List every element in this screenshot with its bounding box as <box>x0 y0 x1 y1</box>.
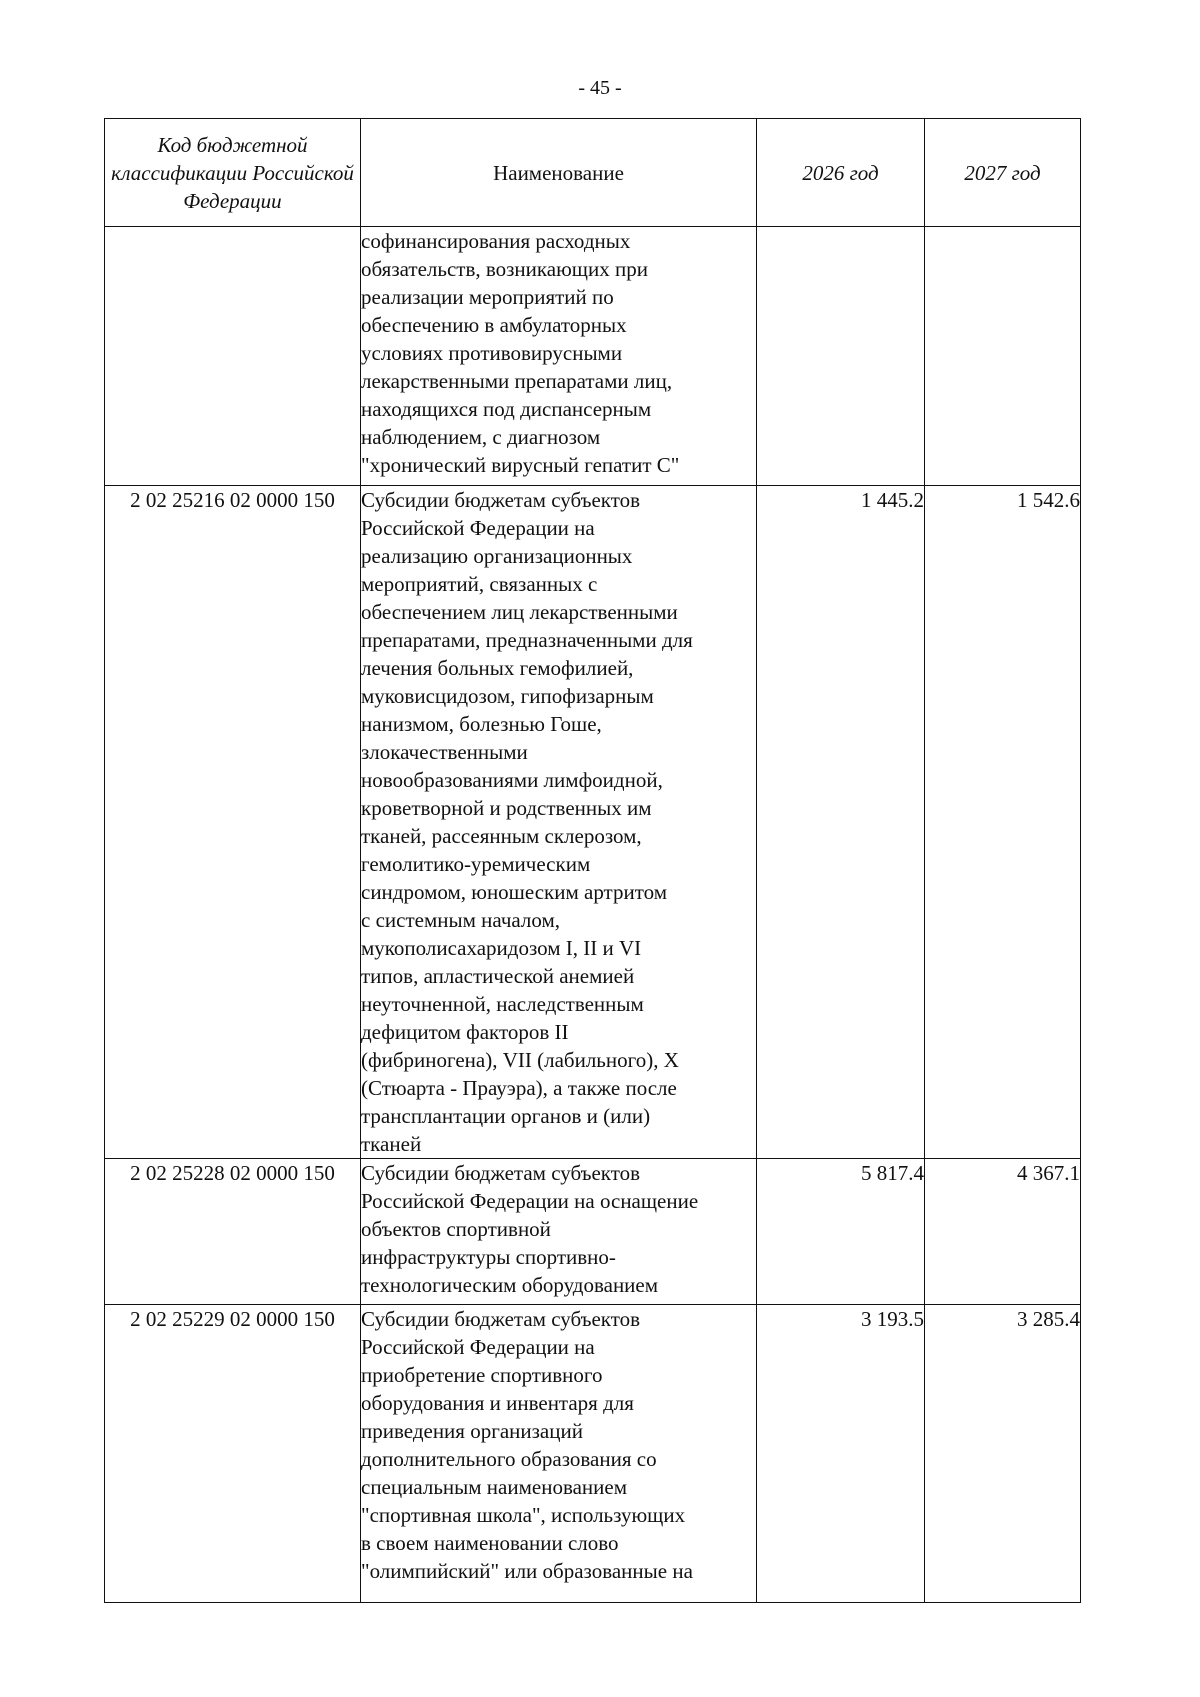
name-line: реализации мероприятий по <box>361 285 614 309</box>
name-line: муковисцидозом, гипофизарным <box>361 684 654 708</box>
table-row <box>105 227 1081 486</box>
amount-2026-cell <box>757 227 925 486</box>
name-line: приведения организаций <box>361 1419 583 1443</box>
name-line: специальным наименованием <box>361 1475 627 1499</box>
budget-code-cell: 2 02 25229 02 0000 150 <box>105 1305 361 1603</box>
amount-2026-cell: 3 193.5 <box>757 1305 925 1603</box>
name-line: Российской Федерации на <box>361 516 595 540</box>
name-line: оборудования и инвентаря для <box>361 1391 634 1415</box>
name-line: синдромом, юношеским артритом <box>361 880 668 904</box>
budget-code-cell: 2 02 25216 02 0000 150 <box>105 486 361 1159</box>
name-line: (Стюарта - Прауэра), а также после <box>361 1076 677 1100</box>
name-line: приобретение спортивного <box>361 1363 603 1387</box>
name-line: технологическим оборудованием <box>361 1273 659 1297</box>
name-line: дополнительного образования со <box>361 1447 657 1471</box>
name-line: кроветворной и родственных им <box>361 796 652 820</box>
amount-2026-cell: 1 445.2 <box>757 486 925 1159</box>
name-line: обеспечением лиц лекарственными <box>361 600 678 624</box>
name-line: с системным началом, <box>361 908 561 932</box>
name-line: реализацию организационных <box>361 544 633 568</box>
name-line: объектов спортивной <box>361 1217 551 1241</box>
name-line: злокачественными <box>361 740 528 764</box>
name-line: обеспечению в амбулаторных <box>361 313 627 337</box>
header-2027: 2027 год <box>925 119 1081 227</box>
name-line: лекарственными препаратами лиц, <box>361 369 673 393</box>
header-2026: 2026 год <box>757 119 925 227</box>
name-line: наблюдением, с диагнозом <box>361 425 601 449</box>
name-line: "спортивная школа", использующих <box>361 1503 686 1527</box>
name-line: гемолитико-уремическим <box>361 852 591 876</box>
name-line: лечения больных гемофилией, <box>361 656 634 680</box>
budget-table <box>104 118 1081 1603</box>
name-line: Российской Федерации на <box>361 1335 595 1359</box>
name-cell <box>361 227 757 486</box>
amount-2026-cell: 5 817.4 <box>757 1159 925 1305</box>
name-line: Субсидии бюджетам субъектов <box>361 488 641 512</box>
budget-code-cell: 2 02 25228 02 0000 150 <box>105 1159 361 1305</box>
amount-2027-cell: 4 367.1 <box>925 1159 1081 1305</box>
name-line: софинансирования расходных <box>361 229 631 253</box>
amount-2027-cell: 1 542.6 <box>925 486 1081 1159</box>
name-line: Субсидии бюджетам субъектов <box>361 1161 641 1185</box>
name-line: "олимпийский" или образованные на <box>361 1559 693 1583</box>
name-cell <box>361 486 757 1159</box>
name-line: в своем наименовании слово <box>361 1531 619 1555</box>
table-row <box>105 1159 1081 1305</box>
name-cell <box>361 1305 757 1603</box>
header-code: Код бюджетной классификации Российской Федерации <box>105 119 361 227</box>
name-line: типов, апластической анемией <box>361 964 635 988</box>
name-line: Российской Федерации на оснащение <box>361 1189 699 1213</box>
name-line: Субсидии бюджетам субъектов <box>361 1307 641 1331</box>
name-line: неуточненной, наследственным <box>361 992 644 1016</box>
amount-2027-cell <box>925 227 1081 486</box>
page-number: - 45 - <box>578 77 622 99</box>
name-line: препаратами, предназначенными для <box>361 628 693 652</box>
name-line: мероприятий, связанных с <box>361 572 598 596</box>
name-line: мукополисахаридозом I, II и VI <box>361 936 642 960</box>
name-line: тканей <box>361 1132 422 1156</box>
name-line: (фибриногена), VII (лабильного), X <box>361 1048 679 1072</box>
name-line: обязательств, возникающих при <box>361 257 648 281</box>
name-line: "хронический вирусный гепатит С" <box>361 453 680 477</box>
name-line: трансплантации органов и (или) <box>361 1104 651 1128</box>
table-row <box>105 1305 1081 1603</box>
budget-code-cell <box>105 227 361 486</box>
name-line: тканей, рассеянным склерозом, <box>361 824 642 848</box>
name-line: условиях противовирусными <box>361 341 623 365</box>
name-line: инфраструктуры спортивно- <box>361 1245 616 1269</box>
header-name: Наименование <box>361 119 757 227</box>
table-header-row <box>105 119 1081 227</box>
amount-2027-cell: 3 285.4 <box>925 1305 1081 1603</box>
name-line: находящихся под диспансерным <box>361 397 652 421</box>
name-line: дефицитом факторов II <box>361 1020 569 1044</box>
table-row <box>105 486 1081 1159</box>
name-line: новообразованиями лимфоидной, <box>361 768 663 792</box>
name-line: нанизмом, болезнью Гоше, <box>361 712 602 736</box>
name-cell <box>361 1159 757 1305</box>
